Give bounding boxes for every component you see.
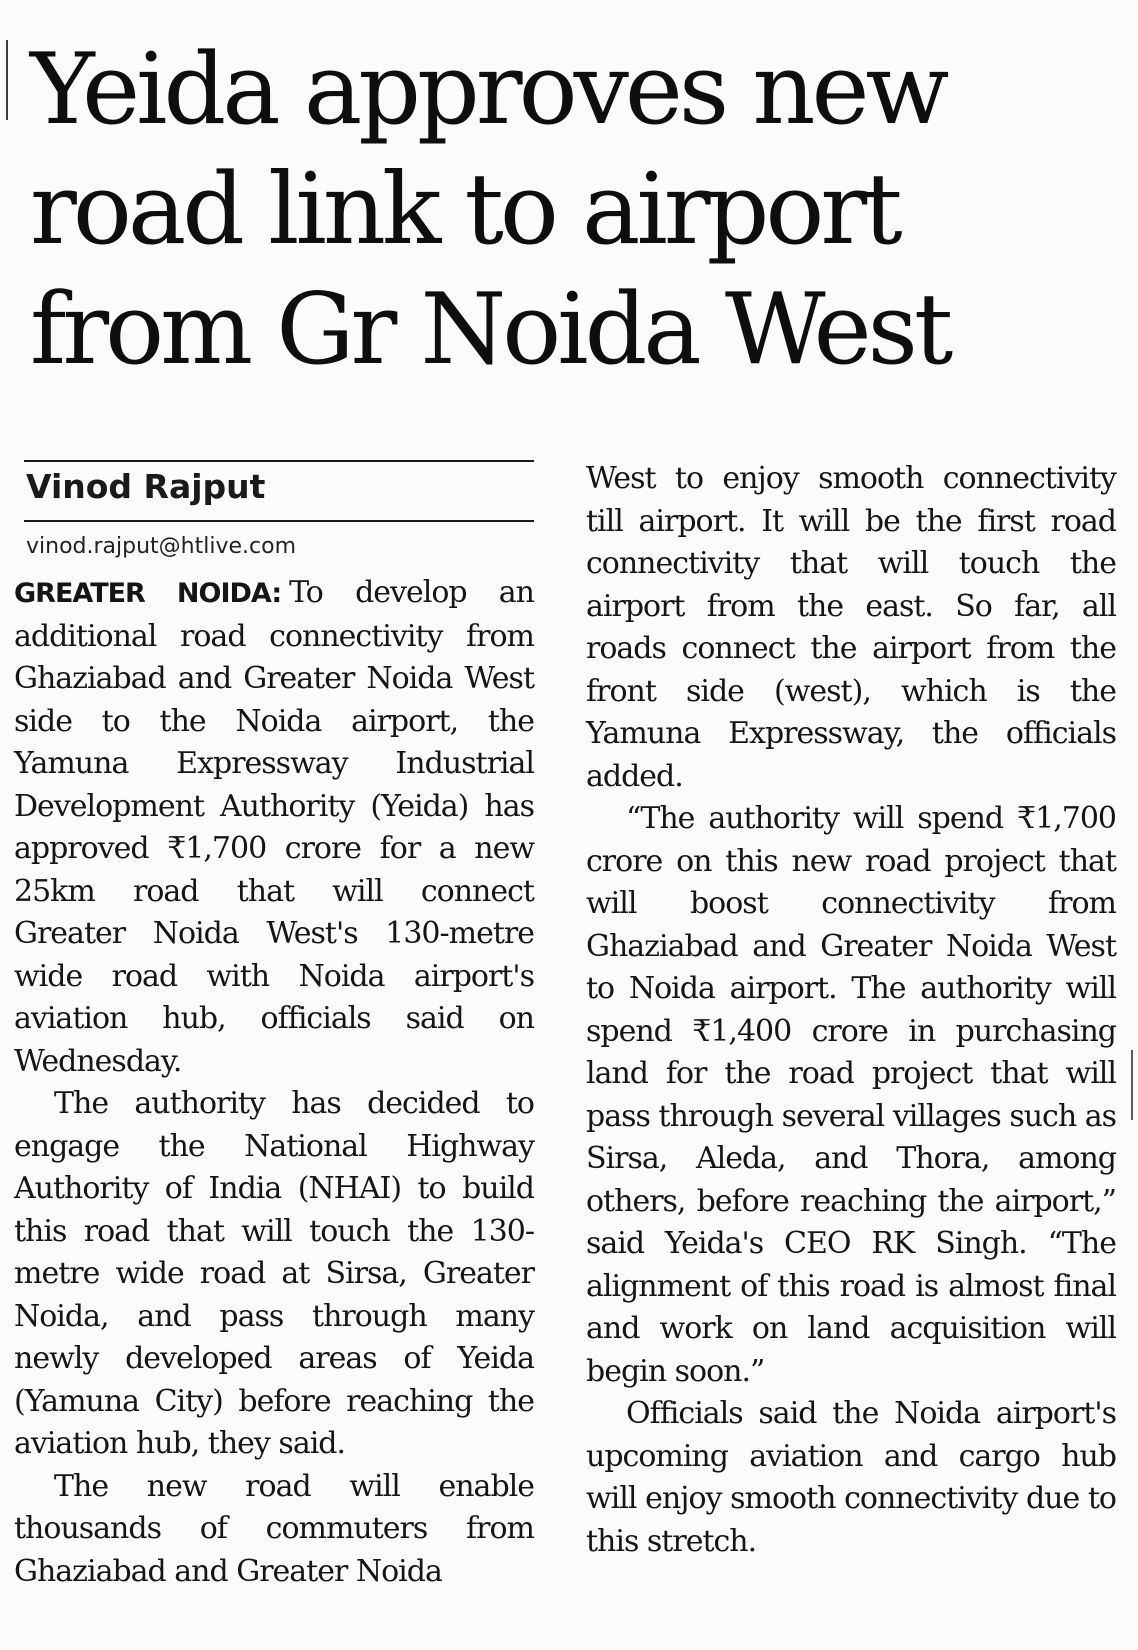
paragraph-4: West to enjoy smooth connectivity till airport. It will be the first road connectivity that will touch the airport from the east. So far, all roads connect the airport from the front side (west), which is the Yamuna Expressway, the officials added. [586,461,1116,794]
article-column-1 [14,572,534,1593]
paragraph-1-text: To develop an additional road connectivity from Ghaziabad and Greater Noida West side to the Noida airport, the Yamuna Expressway Industrial Development Authority (Yeida) has approved ₹1,700 crore for a new 25km road that will connect Greater Noida West's 130-metre wide road with Noida airport's aviation hub, officials said on Wednesday. [14,575,535,1079]
column-divider-right [1131,1050,1133,1120]
paragraph-2: The authority has decided to engage the National Highway Authority of India (NHAI) to build this road that will touch the 130-metre wide road at Sirsa, Greater Noida, and pass through many newly developed areas of Yeida (Yamuna City) before reaching the aviation hub, they said. [14,1086,534,1461]
paragraph-1 [14,572,534,1083]
paragraph-3: The new road will enable thousands of commuters from Ghaziabad and Greater Noida [14,1468,534,1589]
author-email: vinod.rajput@htlive.com [26,534,296,559]
author-name: Vinod Rajput [26,467,266,506]
column-divider-left [6,40,8,120]
headline: Yeida approves new road link to airport from Gr Noida West [30,33,950,387]
dateline: GREATER NOIDA: [14,578,282,609]
byline [24,460,534,562]
paragraph-6: Officials said the Noida airport's upcoming aviation and cargo hub will enjoy smooth connectivity due to this stretch. [586,1396,1116,1559]
byline-bottom-rule [24,520,534,522]
article-column-2 [586,458,1116,1563]
paragraph-5: “The authority will spend ₹1,700 crore on this new road project that will boost connectivity from Ghaziabad and Greater Noida West to Noida airport. The authority will spend ₹1,400 crore in purchasing land for the road project that will pass through several villages such as Sirsa, Aleda, and Thora, among others, before reaching the airport,” said Yeida's CEO RK Singh. “The alignment of this road is almost final and work on land acquisition will begin soon.” [586,801,1116,1389]
